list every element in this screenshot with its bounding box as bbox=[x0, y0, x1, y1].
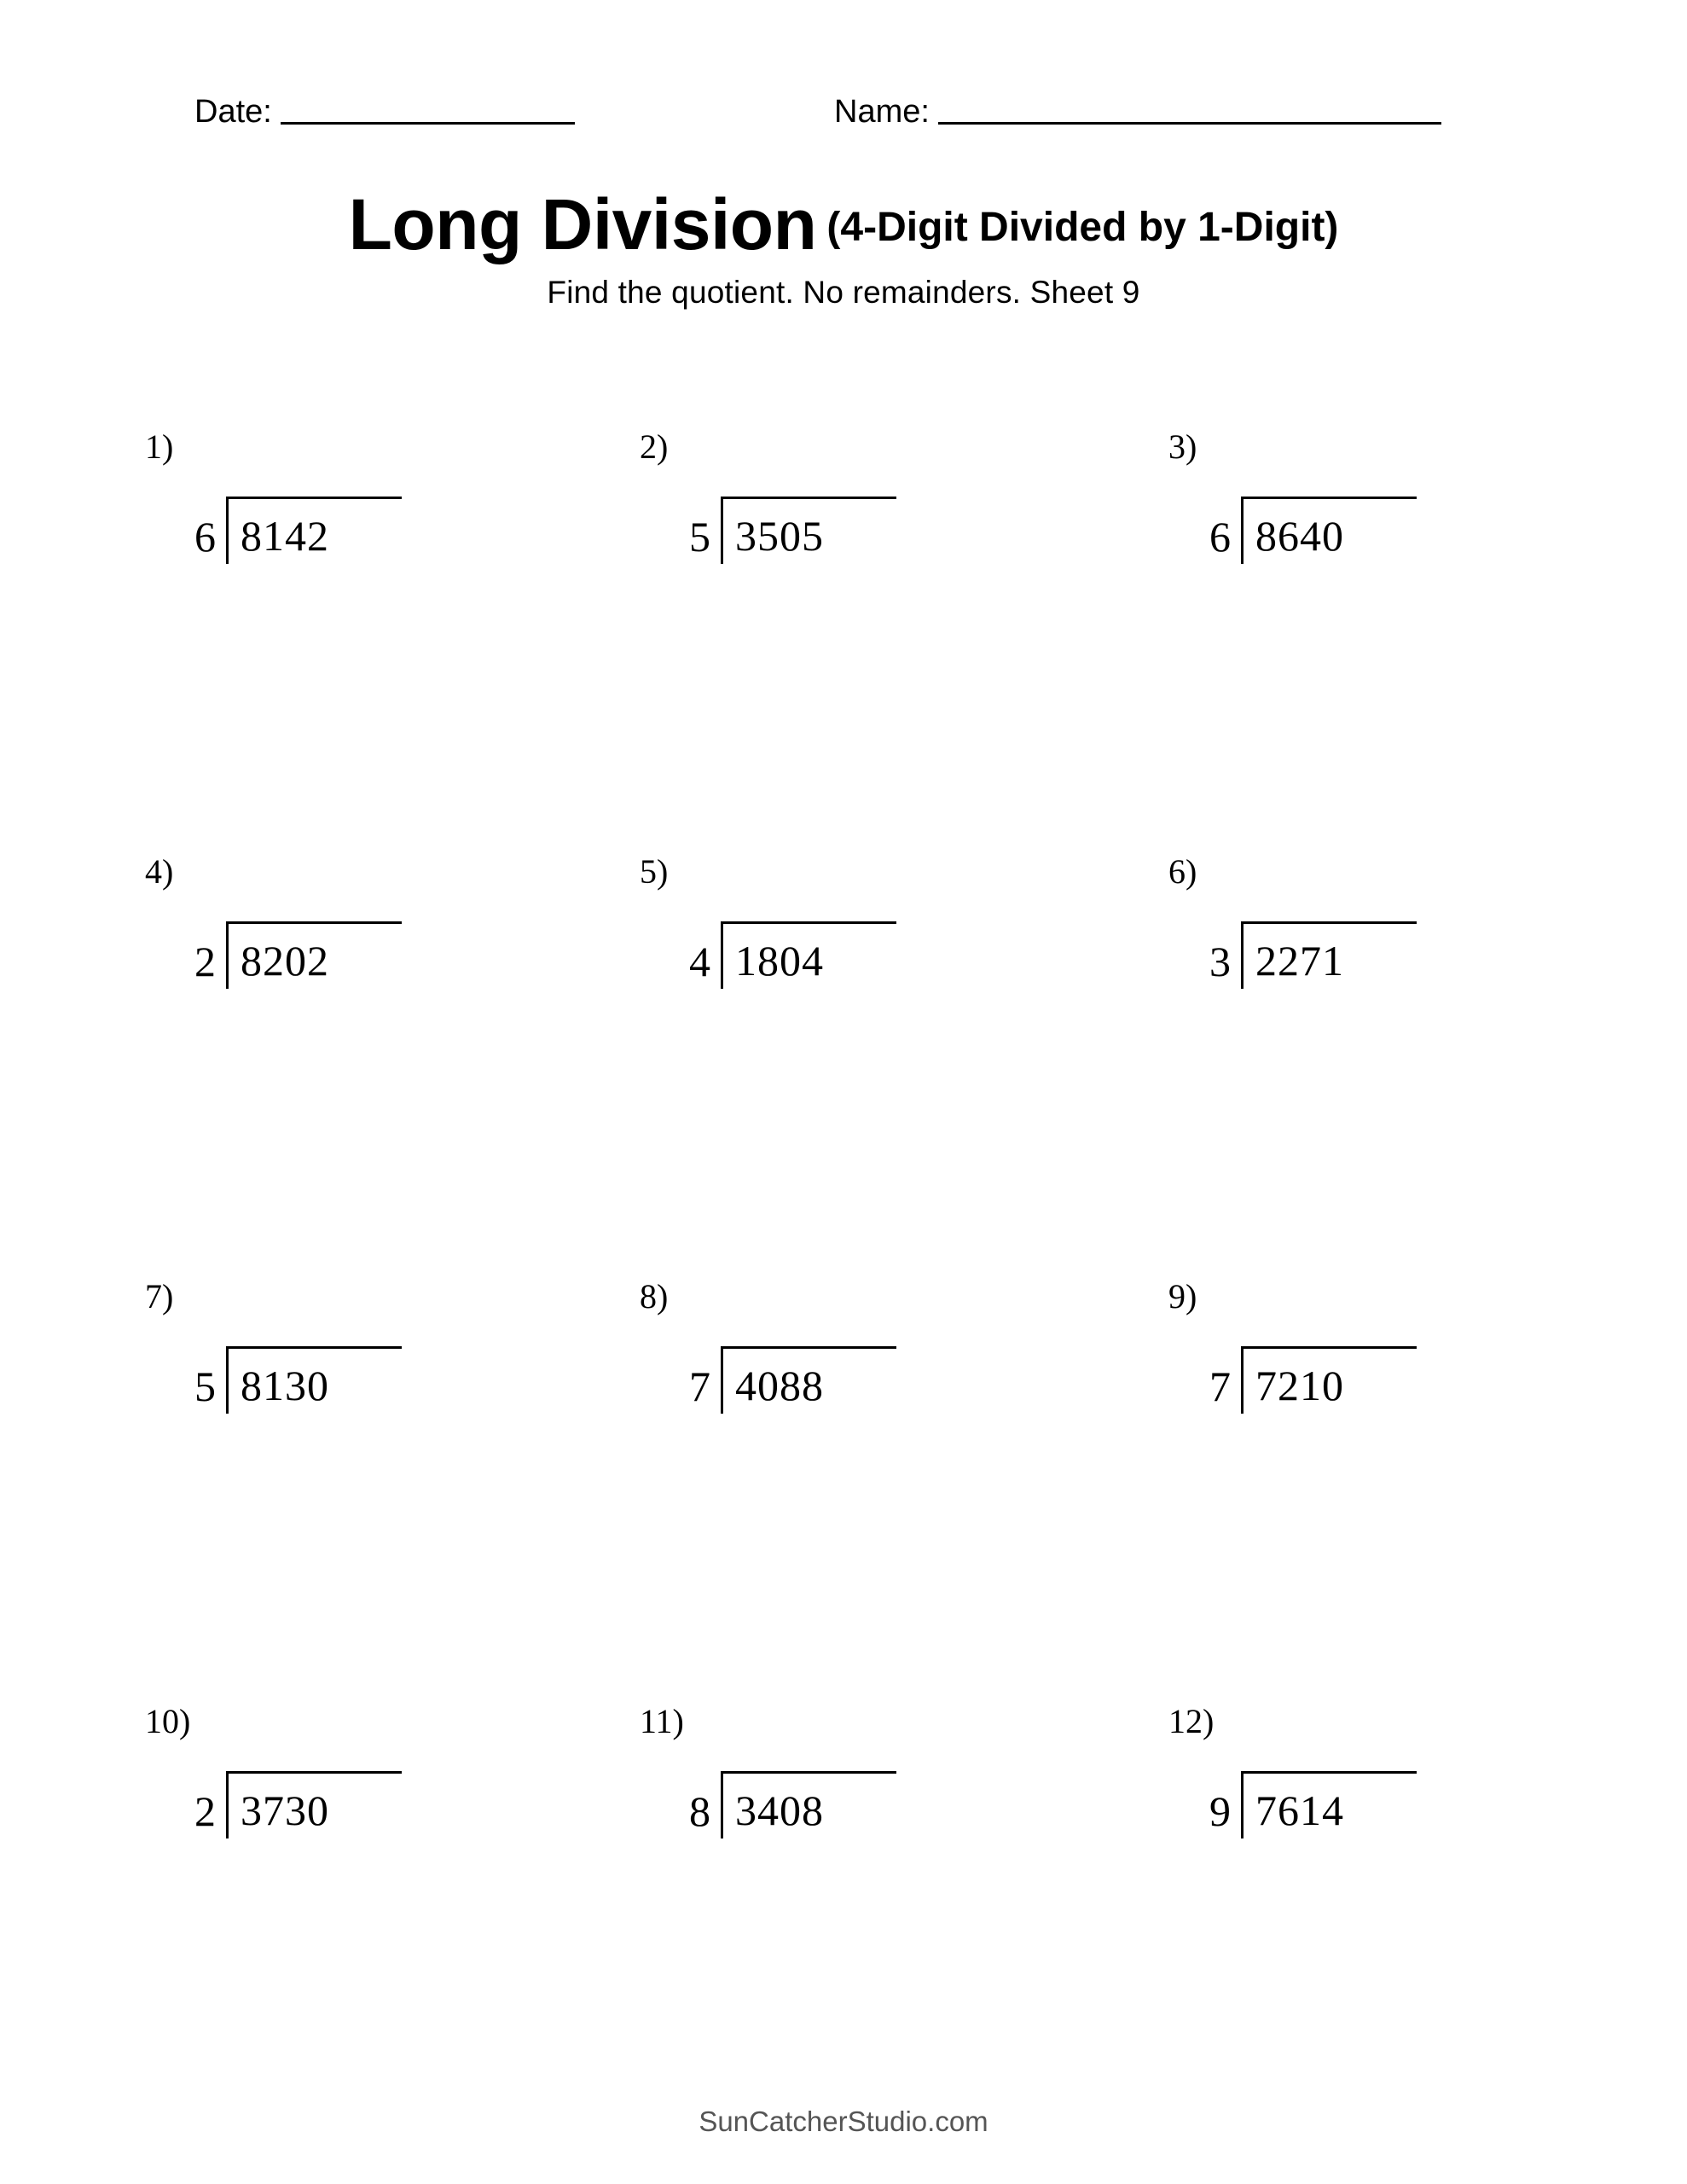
problem-5[interactable] bbox=[640, 851, 1151, 1276]
divisor: 5 bbox=[194, 1362, 216, 1410]
problem-number: 11) bbox=[640, 1702, 684, 1740]
problem-row bbox=[111, 1701, 1578, 2126]
dividend-box bbox=[226, 497, 402, 564]
dividend: 7210 bbox=[1255, 1362, 1344, 1409]
dividend-box bbox=[1241, 497, 1417, 564]
dividend: 7614 bbox=[1255, 1786, 1344, 1834]
problem-number: 5) bbox=[640, 852, 669, 891]
dividend-box bbox=[721, 1346, 896, 1414]
problem-number: 8) bbox=[640, 1277, 669, 1316]
long-division-bracket bbox=[194, 497, 402, 564]
dividend: 2271 bbox=[1255, 937, 1344, 985]
dividend-box bbox=[1241, 921, 1417, 989]
dividend: 8130 bbox=[241, 1362, 329, 1409]
worksheet-header bbox=[0, 96, 1687, 147]
problem-2[interactable] bbox=[640, 427, 1151, 851]
problem-number: 12) bbox=[1168, 1702, 1215, 1740]
date-field bbox=[194, 96, 575, 130]
title-block bbox=[0, 183, 1687, 311]
long-division-bracket bbox=[689, 497, 896, 564]
divisor: 2 bbox=[194, 938, 216, 985]
page-subtitle: (4-Digit Divided by 1-Digit) bbox=[826, 205, 1339, 250]
problem-7[interactable] bbox=[145, 1276, 657, 1701]
problem-row bbox=[111, 851, 1578, 1276]
problem-number: 4) bbox=[145, 852, 174, 891]
title-row bbox=[0, 183, 1687, 266]
divisor: 4 bbox=[689, 938, 710, 985]
dividend: 8640 bbox=[1255, 512, 1344, 560]
divisor: 9 bbox=[1209, 1787, 1231, 1835]
problem-number: 3) bbox=[1168, 427, 1197, 466]
problem-4[interactable] bbox=[145, 851, 657, 1276]
long-division-bracket bbox=[689, 1346, 896, 1414]
problem-11[interactable] bbox=[640, 1701, 1151, 2126]
problem-8[interactable] bbox=[640, 1276, 1151, 1701]
divisor: 6 bbox=[1209, 513, 1231, 561]
name-field bbox=[834, 96, 1441, 130]
long-division-bracket bbox=[194, 1346, 402, 1414]
problem-number: 10) bbox=[145, 1702, 191, 1740]
problem-6[interactable] bbox=[1160, 851, 1672, 1276]
footer-credit: SunCatcherStudio.com bbox=[699, 2106, 988, 2137]
divisor: 3 bbox=[1209, 938, 1231, 985]
problem-number: 6) bbox=[1168, 852, 1197, 891]
divisor: 8 bbox=[689, 1787, 710, 1835]
divisor: 2 bbox=[194, 1787, 216, 1835]
date-label: Date: bbox=[194, 94, 272, 130]
dividend: 3505 bbox=[735, 512, 824, 560]
divisor: 7 bbox=[1209, 1362, 1231, 1410]
divisor: 5 bbox=[689, 513, 710, 561]
problem-number: 7) bbox=[145, 1277, 174, 1316]
dividend-box bbox=[226, 921, 402, 989]
problem-12[interactable] bbox=[1160, 1701, 1672, 2126]
dividend: 1804 bbox=[735, 937, 824, 985]
dividend-box bbox=[721, 1771, 896, 1838]
problem-grid bbox=[111, 427, 1578, 2126]
divisor: 6 bbox=[194, 513, 216, 561]
problem-9[interactable] bbox=[1160, 1276, 1672, 1701]
dividend-box bbox=[1241, 1346, 1417, 1414]
dividend: 8142 bbox=[241, 512, 329, 560]
long-division-bracket bbox=[194, 1771, 402, 1838]
dividend-box bbox=[721, 921, 896, 989]
long-division-bracket bbox=[1209, 1771, 1417, 1838]
dividend: 3408 bbox=[735, 1786, 824, 1834]
long-division-bracket bbox=[689, 921, 896, 989]
name-label: Name: bbox=[834, 94, 930, 130]
instructions: Find the quotient. No remainders. Sheet 9 bbox=[547, 275, 1140, 310]
dividend: 4088 bbox=[735, 1362, 824, 1409]
dividend-box bbox=[226, 1346, 402, 1414]
problem-10[interactable] bbox=[145, 1701, 657, 2126]
long-division-bracket bbox=[1209, 497, 1417, 564]
long-division-bracket bbox=[689, 1771, 896, 1838]
problem-number: 2) bbox=[640, 427, 669, 466]
dividend-box bbox=[721, 497, 896, 564]
problem-1[interactable] bbox=[145, 427, 657, 851]
long-division-bracket bbox=[1209, 1346, 1417, 1414]
problem-number: 1) bbox=[145, 427, 174, 466]
long-division-bracket bbox=[194, 921, 402, 989]
problem-row bbox=[111, 1276, 1578, 1701]
problem-3[interactable] bbox=[1160, 427, 1672, 851]
name-write-line[interactable] bbox=[938, 122, 1441, 125]
page-title: Long Division bbox=[348, 184, 817, 264]
divisor: 7 bbox=[689, 1362, 710, 1410]
dividend-box bbox=[226, 1771, 402, 1838]
long-division-bracket bbox=[1209, 921, 1417, 989]
dividend: 3730 bbox=[241, 1786, 329, 1834]
dividend: 8202 bbox=[241, 937, 329, 985]
dividend-box bbox=[1241, 1771, 1417, 1838]
date-write-line[interactable] bbox=[281, 122, 575, 125]
problem-number: 9) bbox=[1168, 1277, 1197, 1316]
problem-row bbox=[111, 427, 1578, 851]
